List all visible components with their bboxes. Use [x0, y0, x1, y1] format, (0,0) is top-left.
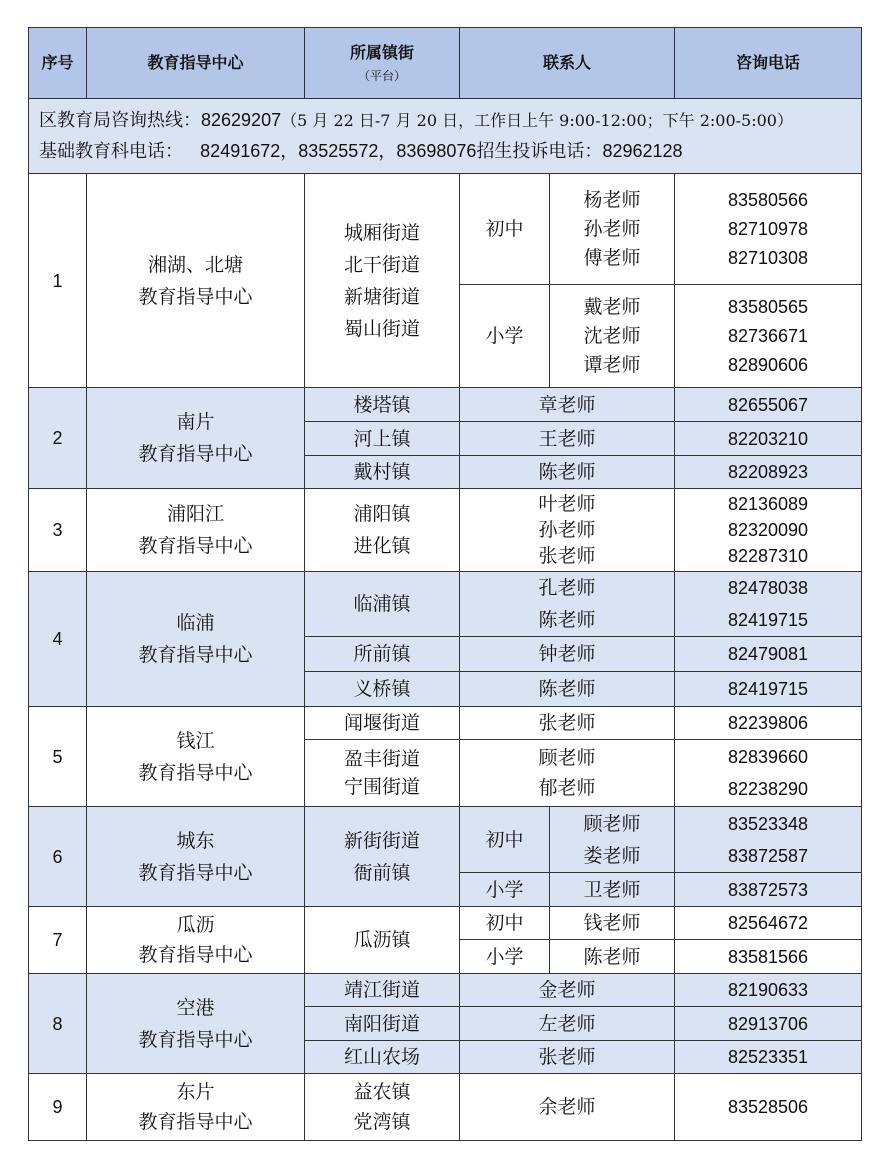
row-6-middle-contacts: 顾老师 娄老师 — [550, 807, 675, 873]
row-5-center: 钱江 教育指导中心 — [87, 707, 305, 807]
row-8-town-1: 靖江街道 — [305, 974, 460, 1007]
row-2-town-3: 戴村镇 — [305, 456, 460, 489]
row-4-contacts-linpu: 孔老师 陈老师 — [460, 572, 675, 637]
row-1-middle-contacts: 杨老师 孙老师 傅老师 — [550, 174, 675, 285]
row-1-towns: 城厢街道 北干街道 新塘街道 蜀山街道 — [305, 174, 460, 388]
row-7-middle-phone: 82564672 — [675, 907, 862, 940]
header-center: 教育指导中心 — [87, 27, 305, 99]
row-4-town-yiqiao: 义桥镇 — [305, 672, 460, 707]
row-9-phone: 83528506 — [675, 1074, 862, 1141]
row-8-contact-2: 左老师 — [460, 1007, 675, 1041]
row-8-phone-3: 82523351 — [675, 1041, 862, 1074]
row-6-center: 城东 教育指导中心 — [87, 807, 305, 907]
row-5-contact-wenyan: 张老师 — [460, 707, 675, 740]
row-5-phones-yingfeng: 82839660 82238290 — [675, 740, 862, 807]
row-2-phone-1: 82655067 — [675, 388, 862, 422]
row-3-seq: 3 — [28, 489, 87, 572]
row-1-center: 湘湖、北塘 教育指导中心 — [87, 174, 305, 388]
row-2-town-1: 楼塔镇 — [305, 388, 460, 422]
row-1-primary-phones: 83580565 82736671 82890606 — [675, 285, 862, 388]
row-5-town-wenyan: 闻堰街道 — [305, 707, 460, 740]
row-5-phone-wenyan: 82239806 — [675, 707, 862, 740]
row-2-phone-3: 82208923 — [675, 456, 862, 489]
header-contact: 联系人 — [460, 27, 675, 99]
row-8-center: 空港 教育指导中心 — [87, 974, 305, 1074]
row-1-primary-contacts: 戴老师 沈老师 谭老师 — [550, 285, 675, 388]
row-6-primary-level: 小学 — [460, 873, 550, 907]
row-8-town-3: 红山农场 — [305, 1041, 460, 1074]
row-4-seq: 4 — [28, 572, 87, 707]
row-9-contact: 余老师 — [460, 1074, 675, 1141]
row-2-contact-1: 章老师 — [460, 388, 675, 422]
row-8-town-2: 南阳街道 — [305, 1007, 460, 1041]
row-8-contact-1: 金老师 — [460, 974, 675, 1007]
hotline-line-1: 区教育局咨询热线：82629207（5 月 22 日-7 月 20 日，工作日上午 9:00-12:00；下午 2:00-5:00） — [39, 110, 793, 131]
hotline-info — [28, 99, 862, 174]
row-7-primary-contact: 陈老师 — [550, 940, 675, 974]
row-3-center: 浦阳江 教育指导中心 — [87, 489, 305, 572]
row-8-seq: 8 — [28, 974, 87, 1074]
row-7-primary-level: 小学 — [460, 940, 550, 974]
hotline-line-2: 基础教育科电话： 82491672，83525572，83698076招生投诉电话：82962128 — [39, 141, 683, 162]
header-seq: 序号 — [28, 27, 87, 99]
row-6-middle-phones: 83523348 83872587 — [675, 807, 862, 873]
row-6-middle-level: 初中 — [460, 807, 550, 873]
contact-table — [28, 27, 862, 1141]
row-2-seq: 2 — [28, 388, 87, 489]
header-town: 所属镇街 （平台） — [305, 27, 460, 99]
row-4-contact-suoqian: 钟老师 — [460, 637, 675, 672]
row-3-phones: 82136089 82320090 82287310 — [675, 489, 862, 572]
row-8-contact-3: 张老师 — [460, 1041, 675, 1074]
row-5-contacts-yingfeng: 顾老师 郁老师 — [460, 740, 675, 807]
row-2-contact-3: 陈老师 — [460, 456, 675, 489]
row-2-center: 南片 教育指导中心 — [87, 388, 305, 489]
row-7-middle-contact: 钱老师 — [550, 907, 675, 940]
row-4-phone-suoqian: 82479081 — [675, 637, 862, 672]
row-1-middle-level: 初中 — [460, 174, 550, 285]
row-3-contacts: 叶老师 孙老师 张老师 — [460, 489, 675, 572]
row-5-seq: 5 — [28, 707, 87, 807]
row-2-phone-2: 82203210 — [675, 422, 862, 456]
row-4-contact-yiqiao: 陈老师 — [460, 672, 675, 707]
row-1-seq: 1 — [28, 174, 87, 388]
row-4-town-linpu: 临浦镇 — [305, 572, 460, 637]
row-7-center: 瓜沥 教育指导中心 — [87, 907, 305, 974]
row-7-town: 瓜沥镇 — [305, 907, 460, 974]
row-1-primary-level: 小学 — [460, 285, 550, 388]
row-6-primary-contact: 卫老师 — [550, 873, 675, 907]
row-8-phone-2: 82913706 — [675, 1007, 862, 1041]
row-5-towns-yingfeng: 盈丰街道 宁围街道 — [305, 740, 460, 807]
header-phone: 咨询电话 — [675, 27, 862, 99]
row-9-center: 东片 教育指导中心 — [87, 1074, 305, 1141]
row-9-towns: 益农镇 党湾镇 — [305, 1074, 460, 1141]
row-1-middle-phones: 83580566 82710978 82710308 — [675, 174, 862, 285]
row-2-town-2: 河上镇 — [305, 422, 460, 456]
row-7-primary-phone: 83581566 — [675, 940, 862, 974]
row-7-middle-level: 初中 — [460, 907, 550, 940]
row-4-center: 临浦 教育指导中心 — [87, 572, 305, 707]
row-2-contact-2: 王老师 — [460, 422, 675, 456]
row-6-primary-phone: 83872573 — [675, 873, 862, 907]
row-7-seq: 7 — [28, 907, 87, 974]
row-4-phones-linpu: 82478038 82419715 — [675, 572, 862, 637]
row-4-town-suoqian: 所前镇 — [305, 637, 460, 672]
row-8-phone-1: 82190633 — [675, 974, 862, 1007]
row-3-towns: 浦阳镇 进化镇 — [305, 489, 460, 572]
row-4-phone-yiqiao: 82419715 — [675, 672, 862, 707]
row-9-seq: 9 — [28, 1074, 87, 1141]
row-6-seq: 6 — [28, 807, 87, 907]
row-6-towns: 新街街道 衙前镇 — [305, 807, 460, 907]
